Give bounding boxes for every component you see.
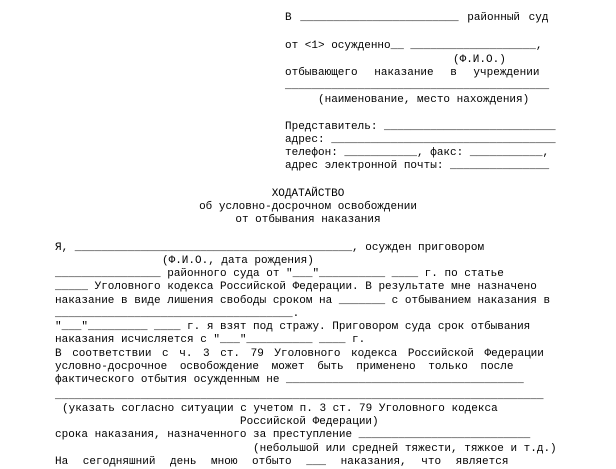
address-line: адрес: __________________________________ (285, 134, 556, 146)
body-line-12: срока наказания, назначенного за преступление __________________________ (55, 429, 531, 441)
serving-blank: ________________________________________ (285, 80, 550, 92)
email-line: адрес электронной почты: _______________ (285, 160, 550, 172)
body-hint-2: (указать согласно ситуации с учетом п. 3 ст. 79 Уголовного кодекса (62, 403, 498, 415)
body-hint-3: Российской Федерации) (240, 416, 379, 428)
body-hint-1: (Ф.И.О., дата рождения) (162, 255, 314, 267)
body-line-2: ________________ районного суда от "___"__________ ____ г. по статье (55, 268, 504, 280)
body-line-3: _____ Уголовного кодекса Российской Федерации. В результате мне назначено (55, 281, 537, 293)
serving-hint: (наименование, место нахождения) (318, 94, 530, 106)
body-line-8: В соответствии с ч. 3 ст. 79 Уголовного кодекса Российской Федерации (55, 348, 544, 360)
from-hint: (Ф.И.О.) (453, 54, 506, 66)
body-line-5: ____________________________________. (55, 308, 300, 320)
body-line-10: фактического отбытия осужденным не ____________________________________ (55, 374, 524, 386)
serving-line: отбывающего наказание в учреждении (285, 67, 540, 79)
body-line-6: "___"_________ ____ г. я взят под стражу. Приговором суда срок отбывания (55, 321, 531, 333)
document-subtitle-1: об условно-досрочном освобождении (199, 201, 417, 213)
body-line-9: условно-досрочное освобождение может быть применено только после (55, 361, 514, 373)
body-line-7: наказания исчисляется с "___"__________ ____ г. (55, 334, 366, 346)
document-title: ХОДАТАЙСТВО (271, 188, 345, 200)
body-hint-4: (небольшой или средней тяжести, тяжкое и т.д.) (253, 443, 557, 455)
from-line: от <1> осужденно__ ___________________, (285, 40, 543, 52)
court-line: В ________________________ районный суд (285, 12, 549, 24)
document-subtitle-2: от отбывания наказания (235, 214, 381, 226)
body-line-1: Я, __________________________________________, осужден приговором (55, 242, 485, 254)
body-line-11: __________________________________________________________________________ (55, 390, 544, 402)
phone-fax-line: телефон: ___________, факс: ___________, (285, 147, 550, 159)
representative-line: Представитель: __________________________ (285, 121, 556, 133)
body-line-13: На сегодняшний день мною отбыто ___ наказания, что является (55, 456, 509, 468)
body-line-4: наказание в виде лишения свободы сроком на _______ с отбыванием наказания в (55, 295, 551, 307)
